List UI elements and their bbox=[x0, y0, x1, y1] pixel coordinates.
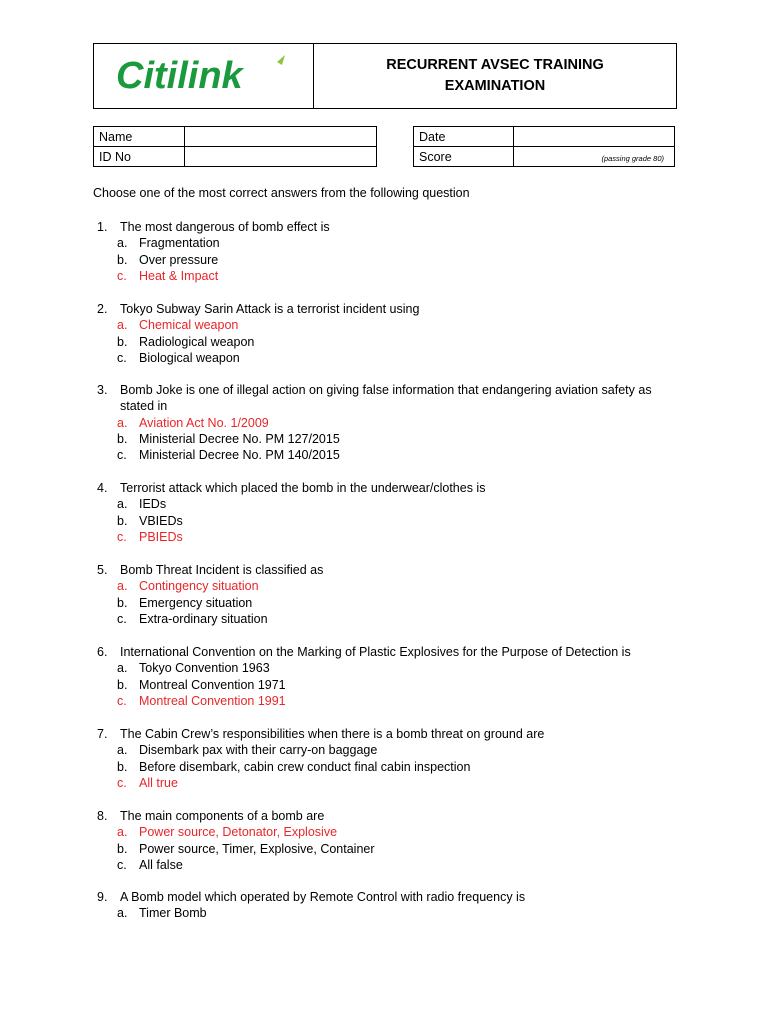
option-text: Tokyo Convention 1963 bbox=[139, 661, 270, 676]
option-letter: b. bbox=[117, 841, 128, 856]
question-stem bbox=[97, 301, 680, 317]
question-number: 3. bbox=[97, 383, 108, 397]
option-text: Disembark pax with their carry-on baggage bbox=[139, 743, 378, 758]
question-text: International Convention on the Marking of Plastic Explosives for the Purpose of Detection is bbox=[120, 645, 631, 659]
question-number: 7. bbox=[97, 727, 108, 741]
date-label: Date bbox=[414, 127, 514, 147]
question-4 bbox=[97, 480, 680, 545]
option-letter: b. bbox=[117, 759, 128, 774]
option-text: Aviation Act No. 1/2009 bbox=[139, 415, 269, 430]
option-text: VBIEDs bbox=[139, 513, 183, 528]
question-2 bbox=[97, 301, 680, 366]
option-letter: a. bbox=[117, 825, 128, 840]
logo-accent-icon bbox=[277, 55, 285, 65]
answer-option[interactable] bbox=[97, 742, 680, 758]
option-letter: c. bbox=[117, 693, 127, 708]
answer-option[interactable] bbox=[97, 595, 680, 611]
answer-option[interactable] bbox=[97, 693, 680, 709]
exam-title-line1: RECURRENT AVSEC TRAINING bbox=[386, 57, 604, 73]
option-letter: a. bbox=[117, 497, 128, 512]
answer-option[interactable] bbox=[97, 905, 680, 921]
option-letter: c. bbox=[117, 775, 127, 790]
option-text: Timer Bomb bbox=[139, 906, 207, 921]
option-text: Chemical weapon bbox=[139, 318, 239, 333]
exam-title-line2: EXAMINATION bbox=[444, 78, 546, 94]
question-number: 2. bbox=[97, 302, 108, 316]
question-number: 4. bbox=[97, 481, 108, 495]
option-text: Heat & Impact bbox=[139, 268, 219, 283]
question-stem bbox=[97, 480, 680, 496]
option-letter: c. bbox=[117, 448, 127, 463]
option-text: Montreal Convention 1971 bbox=[139, 677, 286, 692]
option-letter: c. bbox=[117, 268, 127, 283]
answer-option[interactable] bbox=[97, 857, 680, 873]
option-text: Extra-ordinary situation bbox=[139, 611, 268, 626]
question-text: Tokyo Subway Sarin Attack is a terrorist incident using bbox=[120, 302, 420, 316]
option-letter: b. bbox=[117, 513, 128, 528]
question-text: The main components of a bomb are bbox=[120, 809, 325, 823]
header-box bbox=[93, 43, 677, 109]
score-label: Score bbox=[414, 147, 514, 167]
option-letter: b. bbox=[117, 252, 128, 267]
question-stem bbox=[97, 219, 680, 235]
answer-option[interactable] bbox=[97, 415, 680, 431]
option-text: Power source, Detonator, Explosive bbox=[139, 825, 338, 840]
question-7 bbox=[97, 726, 680, 791]
question-3 bbox=[97, 382, 680, 463]
citilink-logo bbox=[114, 52, 294, 100]
answer-option[interactable] bbox=[97, 334, 680, 350]
option-letter: b. bbox=[117, 334, 128, 349]
answer-option[interactable] bbox=[97, 496, 680, 512]
question-6 bbox=[97, 644, 680, 709]
question-stem bbox=[97, 726, 680, 742]
answer-option[interactable] bbox=[97, 824, 680, 840]
name-label: Name bbox=[94, 127, 185, 147]
option-text: Montreal Convention 1991 bbox=[139, 693, 286, 708]
option-text: PBIEDs bbox=[139, 529, 183, 544]
question-text: Bomb Joke is one of illegal action on giving false information that endangering aviation safety as stated in bbox=[120, 383, 652, 414]
question-stem bbox=[97, 562, 680, 578]
question-stem bbox=[97, 644, 680, 660]
option-letter: a. bbox=[117, 236, 128, 251]
answer-option[interactable] bbox=[97, 759, 680, 775]
answer-option[interactable] bbox=[97, 431, 680, 447]
question-number: 1. bbox=[97, 220, 108, 234]
option-letter: a. bbox=[117, 661, 128, 676]
question-number: 8. bbox=[97, 809, 108, 823]
question-text: The most dangerous of bomb effect is bbox=[120, 220, 330, 234]
option-text: Emergency situation bbox=[139, 595, 253, 610]
option-letter: c. bbox=[117, 350, 127, 365]
option-text: Radiological weapon bbox=[139, 334, 255, 349]
answer-option[interactable] bbox=[97, 350, 680, 366]
option-letter: b. bbox=[117, 677, 128, 692]
answer-option[interactable] bbox=[97, 677, 680, 693]
name-id-table bbox=[93, 126, 377, 167]
option-letter: c. bbox=[117, 529, 127, 544]
id-label: ID No bbox=[94, 147, 185, 167]
option-letter: a. bbox=[117, 579, 128, 594]
answer-option[interactable] bbox=[97, 513, 680, 529]
date-score-table bbox=[413, 126, 675, 167]
question-9 bbox=[97, 889, 680, 922]
question-5 bbox=[97, 562, 680, 627]
option-letter: c. bbox=[117, 857, 127, 872]
option-letter: c. bbox=[117, 611, 127, 626]
question-text: The Cabin Crew’s responsibilities when there is a bomb threat on ground are bbox=[120, 727, 545, 741]
option-letter: a. bbox=[117, 318, 128, 333]
logo-cell bbox=[94, 44, 314, 108]
answer-option[interactable] bbox=[97, 611, 680, 627]
question-text: Bomb Threat Incident is classified as bbox=[120, 563, 324, 577]
answer-option[interactable] bbox=[97, 529, 680, 545]
question-text: Terrorist attack which placed the bomb in the underwear/clothes is bbox=[120, 481, 486, 495]
option-letter: a. bbox=[117, 415, 128, 430]
answer-option[interactable] bbox=[97, 268, 680, 284]
question-text: A Bomb model which operated by Remote Control with radio frequency is bbox=[120, 890, 526, 904]
option-text: All true bbox=[139, 775, 178, 790]
answer-option[interactable] bbox=[97, 317, 680, 333]
logo-text: Citilink bbox=[115, 55, 243, 97]
question-number: 9. bbox=[97, 890, 108, 904]
id-field[interactable] bbox=[185, 147, 377, 167]
answer-option[interactable] bbox=[97, 447, 680, 463]
answer-option[interactable] bbox=[97, 578, 680, 594]
answer-option[interactable] bbox=[97, 235, 680, 251]
question-1 bbox=[97, 219, 680, 284]
question-8 bbox=[97, 808, 680, 873]
instructions: Choose one of the most correct answers from the following question bbox=[93, 186, 470, 200]
option-text: Biological weapon bbox=[139, 350, 240, 365]
option-text: Over pressure bbox=[139, 252, 219, 267]
option-text: All false bbox=[139, 857, 183, 872]
option-text: Power source, Timer, Explosive, Container bbox=[139, 841, 375, 856]
option-letter: b. bbox=[117, 431, 128, 446]
option-letter: a. bbox=[117, 906, 128, 921]
exam-title bbox=[314, 44, 676, 108]
question-number: 5. bbox=[97, 563, 108, 577]
question-stem bbox=[97, 808, 680, 824]
answer-option[interactable] bbox=[97, 775, 680, 791]
question-stem bbox=[97, 382, 680, 415]
option-text: Before disembark, cabin crew conduct final cabin inspection bbox=[139, 759, 471, 774]
question-number: 6. bbox=[97, 645, 108, 659]
option-text: Contingency situation bbox=[139, 579, 259, 594]
answer-option[interactable] bbox=[97, 841, 680, 857]
option-text: IEDs bbox=[139, 497, 167, 512]
passing-grade-note: (passing grade 80) bbox=[514, 147, 675, 167]
option-text: Fragmentation bbox=[139, 236, 220, 251]
date-field[interactable] bbox=[514, 127, 675, 147]
option-text: Ministerial Decree No. PM 127/2015 bbox=[139, 431, 340, 446]
option-letter: b. bbox=[117, 595, 128, 610]
answer-option[interactable] bbox=[97, 660, 680, 676]
option-text: Ministerial Decree No. PM 140/2015 bbox=[139, 448, 340, 463]
option-letter: a. bbox=[117, 743, 128, 758]
name-field[interactable] bbox=[185, 127, 377, 147]
question-stem bbox=[97, 889, 680, 905]
answer-option[interactable] bbox=[97, 252, 680, 268]
